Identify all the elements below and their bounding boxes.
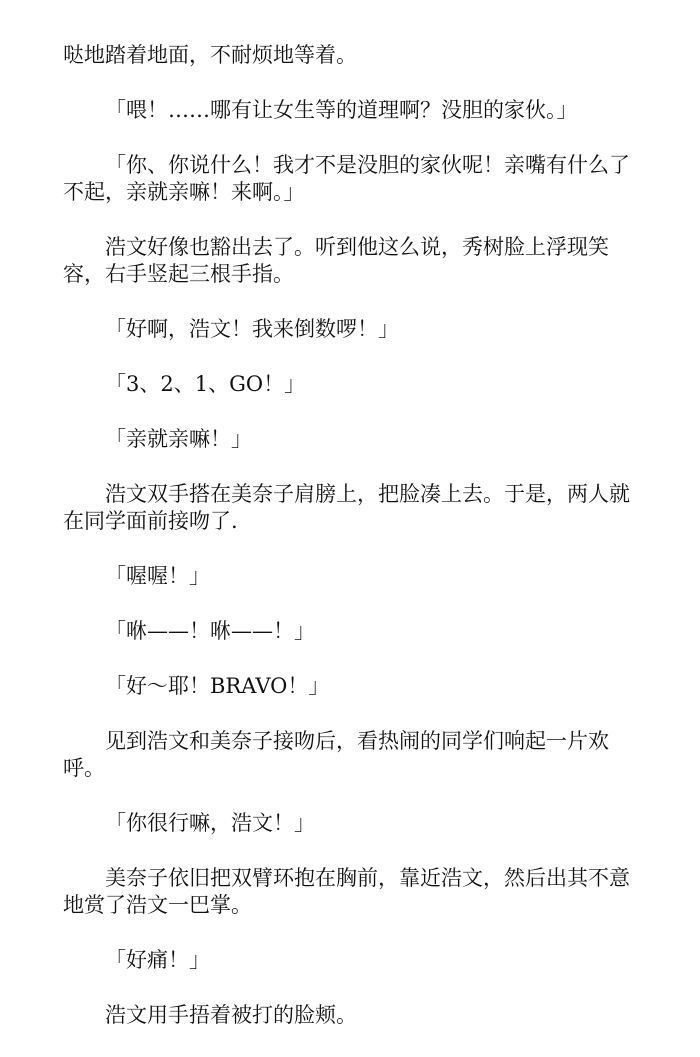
paragraph: 「你很行嘛，浩文！」 xyxy=(105,811,315,835)
paragraph: 「亲就亲嘛！」 xyxy=(105,427,252,451)
paragraph: 「好痛！」 xyxy=(105,948,210,972)
paragraph: 「喔喔！」 xyxy=(105,564,210,588)
body-text xyxy=(63,42,638,1057)
paragraph: 浩文双手搭在美奈子肩膀上，把脸凑上去。于是，两人就在同学面前接吻了. xyxy=(63,482,630,533)
paragraph: 见到浩文和美奈子接吻后，看热闹的同学们响起一片欢呼。 xyxy=(63,729,609,780)
paragraph: 浩文好像也豁出去了。听到他这么说，秀树脸上浮现笑容，右手竖起三根手指。 xyxy=(63,235,609,286)
paragraph: 「好～耶！BRAVO！」 xyxy=(105,674,330,698)
paragraph: 浩文用手捂着被打的脸颊。 xyxy=(105,1003,357,1027)
paragraph: 「咻——！咻——！」 xyxy=(105,619,315,643)
paragraph: 「好啊，浩文！我来倒数啰！」 xyxy=(105,317,399,341)
paragraph: 哒地踏着地面，不耐烦地等着。 xyxy=(63,43,357,67)
paragraph: 美奈子依旧把双臂环抱在胸前，靠近浩文，然后出其不意地赏了浩文一巴掌。 xyxy=(63,866,630,917)
paragraph: 「喂！……哪有让女生等的道理啊？没胆的家伙。」 xyxy=(105,98,578,122)
paragraph: 「你、你说什么！我才不是没胆的家伙呢！亲嘴有什么了不起，亲就亲嘛！来啊。」 xyxy=(63,153,630,204)
paragraph: 「3、2、1、GO！」 xyxy=(105,372,306,396)
